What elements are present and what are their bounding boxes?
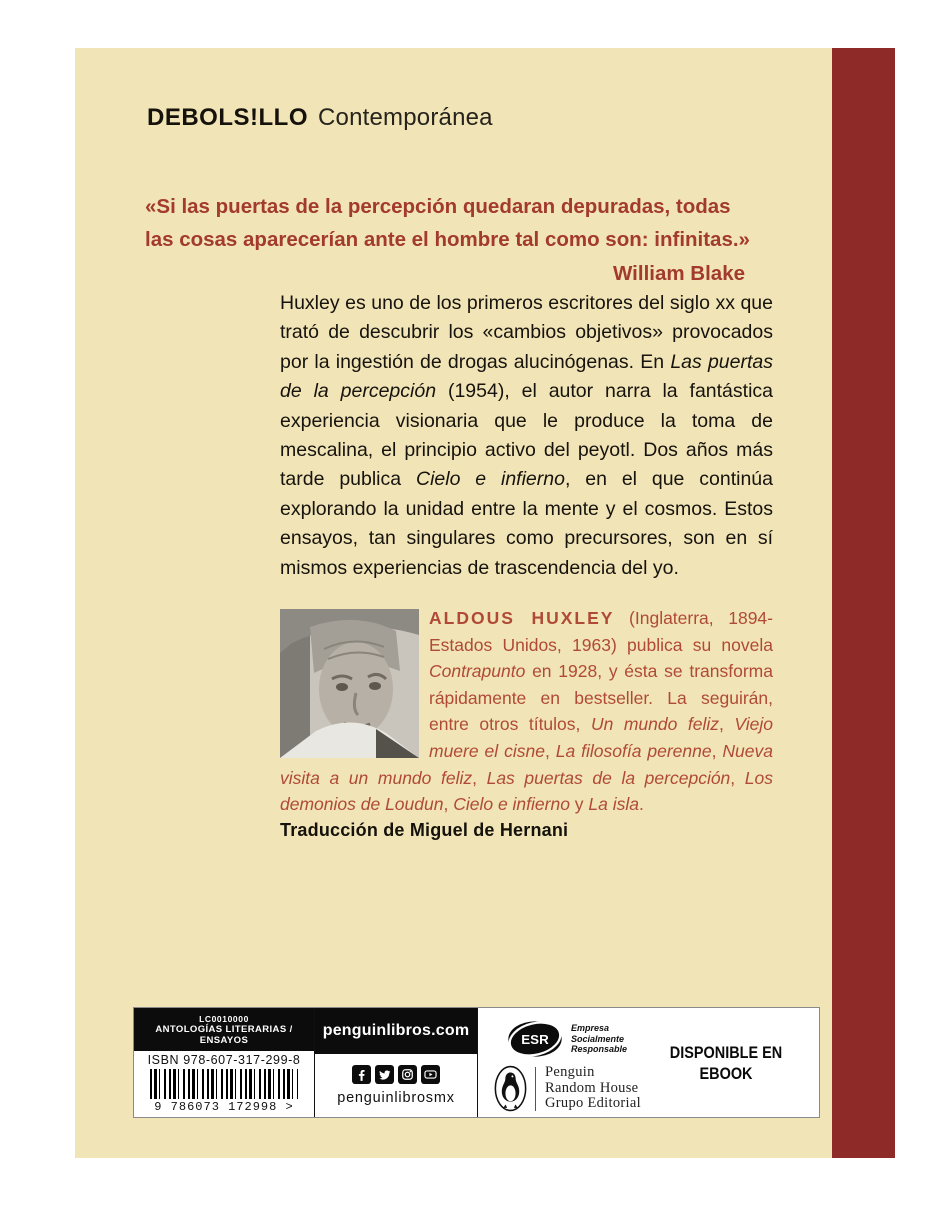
- facebook-icon: [352, 1065, 371, 1084]
- web-section: [315, 1008, 478, 1117]
- synopsis-text: [280, 289, 773, 583]
- barcode-digits: 9 786073 172998 >: [154, 1100, 294, 1114]
- quote-line-1: «Si las puertas de la percepción quedaran depuradas, todas: [145, 195, 731, 218]
- text-segment: en 1928, y ésta se transforma rápidamente en bestseller. La seguirán, entre otros títulos,: [429, 661, 773, 735]
- text-segment: ALDOUS HUXLEY: [429, 608, 615, 628]
- social-handle: penguinlibrosmx: [337, 1090, 455, 1106]
- publisher-logo: DEBOLS!LLO: [147, 104, 308, 131]
- quote-line-2: las cosas aparecerían ante el hombre tal como son: infinitas.»: [145, 228, 750, 251]
- publisher-section: [478, 1008, 819, 1117]
- text-segment: Nueva visita a un mundo feliz: [280, 740, 773, 788]
- prh-line-3: Grupo Editorial: [545, 1095, 641, 1112]
- text-segment: (1954), el autor narra la fantástica experiencia visionaria que le produce la toma de mescalina, el principio activo del peyotl. Dos años más tarde publica: [280, 380, 773, 491]
- text-segment: ,: [711, 740, 723, 761]
- text-segment: ,: [719, 714, 735, 735]
- penguin-icon: [494, 1065, 527, 1112]
- book-back-cover: [75, 48, 832, 1158]
- svg-text:ESR: ESR: [521, 1032, 549, 1048]
- logo-divider: [535, 1067, 536, 1111]
- text-segment: Cielo e infierno: [415, 468, 565, 491]
- text-segment: y: [569, 794, 589, 815]
- isbn-label: ISBN 978-607-317-299-8: [147, 1053, 301, 1067]
- epigraph-quote: [145, 190, 775, 290]
- author-bio: [280, 605, 773, 818]
- prh-line-1: Penguin: [545, 1064, 595, 1081]
- text-segment: ,: [443, 794, 454, 815]
- text-segment: Un mundo feliz: [590, 714, 719, 735]
- text-segment: La filosofía perenne: [555, 740, 712, 761]
- spine-strip: [832, 48, 895, 1158]
- text-segment: Las puertas de la percepción: [486, 767, 731, 788]
- brand-header: [147, 104, 493, 132]
- twitter-icon: [375, 1065, 394, 1084]
- text-segment: ,: [730, 767, 745, 788]
- website-label: penguinlibros.com: [322, 1022, 470, 1039]
- barcode-section: [134, 1008, 315, 1117]
- ebook-availability: [647, 1042, 805, 1084]
- author-photo: [280, 609, 419, 758]
- ebook-line-1: DISPONIBLE EN: [669, 1042, 783, 1062]
- isbn-block: [134, 1051, 314, 1117]
- prh-wordmark: [545, 1065, 641, 1112]
- quote-attribution: William Blake: [613, 262, 745, 285]
- barcode: [150, 1069, 298, 1099]
- info-bar: [133, 1007, 820, 1118]
- instagram-icon: [398, 1065, 417, 1084]
- category-label-1: ANTOLOGÍAS LITERARIAS /: [155, 1023, 293, 1035]
- category-label-2: ENSAYOS: [199, 1034, 249, 1046]
- text-segment: La isla: [588, 794, 640, 815]
- text-segment: Cielo e infierno: [453, 794, 570, 815]
- social-icons: [352, 1065, 440, 1084]
- category-code: LC0010000: [199, 1013, 249, 1024]
- category-box: [134, 1008, 314, 1051]
- text-segment: .: [639, 794, 644, 815]
- esr-label: [571, 1023, 627, 1055]
- youtube-icon: [421, 1065, 440, 1084]
- text-segment: ,: [472, 767, 487, 788]
- penguin-random-house-logo: [494, 1065, 641, 1112]
- text-segment: , en el que continúa explorando la unidad entre la mente y el cosmos. Estos ensayos, tan singulares como precursores, son en sí mismos experiencias de trascendencia del yo.: [280, 468, 773, 579]
- esr-line-1: Empresa: [571, 1023, 610, 1034]
- esr-line-2: Socialmente: [571, 1033, 625, 1044]
- text-segment: Las puertas de la percepción: [280, 350, 773, 403]
- ebook-line-2: EBOOK: [699, 1063, 753, 1083]
- social-block: [315, 1054, 477, 1117]
- text-segment: (Inglaterra, 1894-Estados Unidos, 1963) publica su novela: [429, 608, 773, 655]
- text-segment: ,: [544, 740, 556, 761]
- esr-line-3: Responsable: [571, 1044, 628, 1055]
- translation-credit: Traducción de Miguel de Hernani: [280, 820, 569, 840]
- prh-line-2: Random House: [545, 1079, 639, 1096]
- text-segment: Contrapunto: [429, 661, 526, 682]
- text-segment: Viejo muere el cisne: [429, 714, 773, 761]
- text-segment: Huxley es uno de los primeros escritores del siglo xx que trató de descubrir los «cambios objetivos» provocados por la ingestión de drogas alucinógenas. En: [280, 292, 773, 373]
- website-box: [315, 1008, 477, 1054]
- esr-logo: [506, 1019, 627, 1059]
- collection-name: Contemporánea: [318, 104, 493, 131]
- text-segment: Los demonios de Loudun: [280, 767, 773, 815]
- esr-seal-icon: [506, 1019, 564, 1059]
